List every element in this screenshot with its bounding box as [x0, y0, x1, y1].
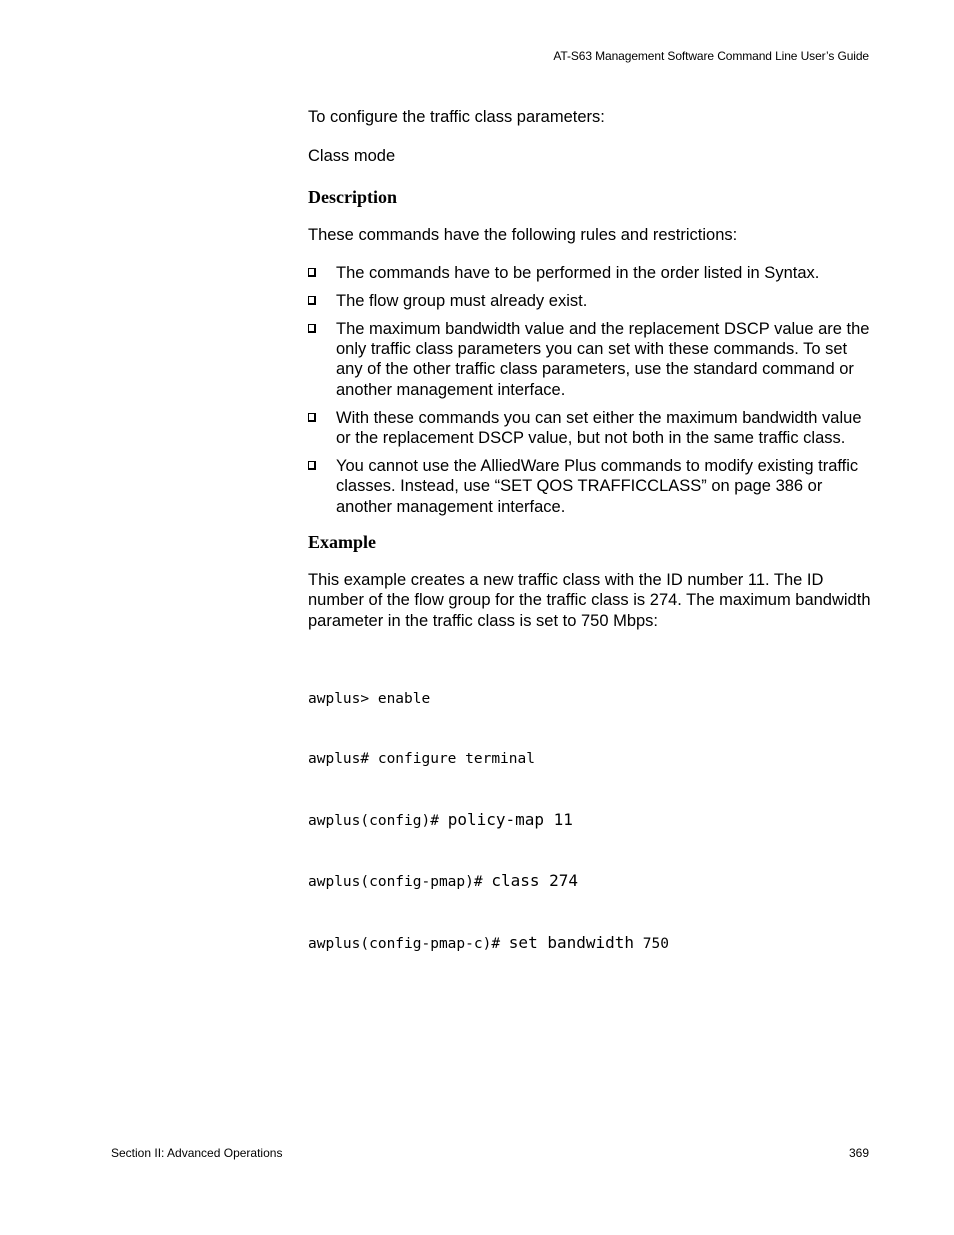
checkbox-bullet-icon — [308, 461, 316, 470]
list-item — [308, 263, 873, 283]
list-item-text: The flow group must already exist. — [336, 291, 588, 310]
code-line — [308, 871, 873, 892]
description-intro: These commands have the following rules and restrictions: — [308, 226, 738, 244]
checkbox-bullet-icon — [308, 413, 316, 422]
checkbox-bullet-icon — [308, 296, 316, 305]
footer-section: Section II: Advanced Operations — [111, 1146, 283, 1160]
code-prompt: awplus(config-pmap-c)# — [308, 936, 509, 953]
running-header: AT-S63 Management Software Command Line User’s Guide — [553, 49, 869, 63]
code-argument: 750 — [634, 936, 669, 953]
code-line — [308, 810, 873, 831]
main-content — [308, 107, 873, 995]
code-line — [308, 689, 873, 709]
rules-list — [308, 263, 873, 517]
example-text: This example creates a new traffic class with the ID number 11. The ID number of the flow group for the traffic class is 274. The maximum bandwidth parameter in the traffic class is set to 750 Mbps: — [308, 570, 871, 630]
code-command: enable — [377, 690, 431, 707]
code-prompt: awplus> — [308, 690, 378, 707]
checkbox-bullet-icon — [308, 324, 316, 333]
code-command: class 274 — [491, 871, 579, 891]
list-item-text: The maximum bandwidth value and the replacement DSCP value are the only traffic class parameters you can set with these commands. To set any of the other traffic class parameters, use the standard command or another management interface. — [336, 319, 870, 399]
description-heading: Description — [308, 187, 397, 207]
code-line — [308, 933, 873, 954]
list-item-text: With these commands you can set either the maximum bandwidth value or the replacement DSCP value, but not both in the same traffic class. — [336, 408, 862, 447]
code-command: set bandwidth — [508, 933, 635, 953]
mode-text: Class mode — [308, 146, 396, 165]
page-number: 369 — [848, 1146, 869, 1160]
code-command: policy-map 11 — [447, 809, 573, 829]
list-item — [308, 291, 873, 311]
code-prompt: awplus(config-pmap)# — [308, 874, 492, 891]
list-item-text: You cannot use the AlliedWare Plus commands to modify existing traffic classes. Instead, use “SET QOS TRAFFICCLASS” on page 386 or another management interface. — [336, 457, 859, 516]
list-item — [308, 456, 873, 517]
list-item-text: The commands have to be performed in the order listed in Syntax. — [336, 263, 820, 282]
example-heading: Example — [308, 531, 377, 552]
code-line — [308, 749, 873, 769]
code-prompt: awplus(config)# — [308, 812, 448, 829]
code-block — [308, 648, 873, 994]
code-command: configure terminal — [377, 751, 535, 768]
intro-text: To configure the traffic class parameters: — [308, 108, 605, 126]
list-item — [308, 319, 873, 400]
checkbox-bullet-icon — [308, 268, 316, 277]
code-prompt: awplus# — [308, 751, 378, 768]
list-item — [308, 408, 873, 448]
